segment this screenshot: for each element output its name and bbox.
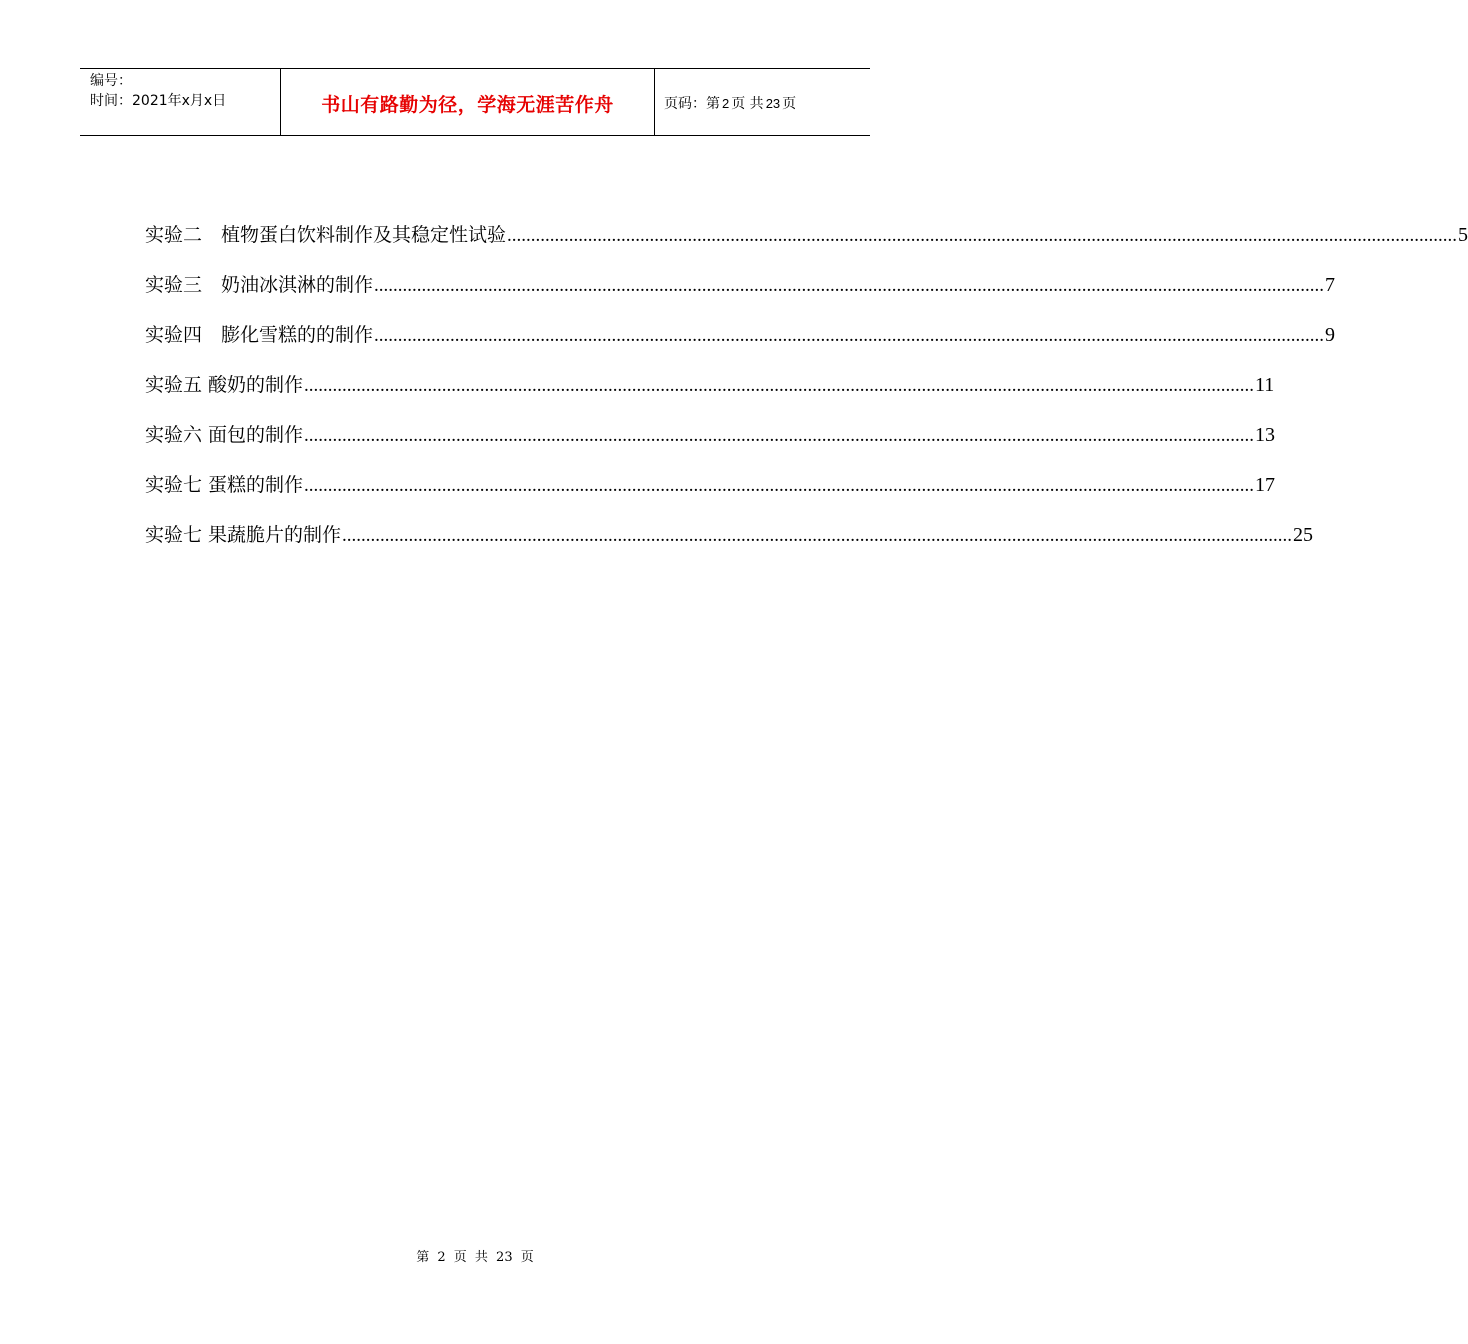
toc-entry-page: 17 [1255, 474, 1276, 496]
document-date-label: 时间：2021年x月x日 [90, 93, 227, 109]
toc-entry[interactable] [145, 218, 1468, 268]
header-info-cell [80, 69, 281, 135]
toc-entry-page: 13 [1255, 424, 1276, 446]
toc-entry-page: 7 [1325, 274, 1336, 296]
table-of-contents [145, 218, 1468, 568]
toc-entry-title: 实验七 果蔬脆片的制作 [145, 524, 342, 546]
toc-entry-title: 实验二 植物蛋白饮料制作及其稳定性试验 [145, 224, 507, 246]
page-current: 2 [722, 95, 730, 111]
toc-entry-page: 11 [1255, 374, 1275, 396]
toc-entry-page: 9 [1325, 324, 1336, 346]
toc-entry-title: 实验三 奶油冰淇淋的制作 [145, 274, 374, 296]
toc-dot-leader: ........................................................................................................................................................................................................ [507, 225, 1458, 246]
toc-dot-leader: ........................................................................................................................................................................................................ [374, 325, 1325, 346]
toc-entry[interactable] [145, 268, 1336, 318]
page-label-prefix: 页码：第 [664, 96, 720, 112]
header-page-cell [655, 69, 870, 135]
toc-dot-leader: ........................................................................................................................................................................................................ [304, 375, 1255, 396]
toc-dot-leader: ........................................................................................................................................................................................................ [304, 425, 1255, 446]
document-number-label: 编号： [90, 73, 132, 89]
toc-dot-leader: ........................................................................................................................................................................................................ [342, 525, 1293, 546]
toc-entry-title: 实验七 蛋糕的制作 [145, 474, 304, 496]
toc-entry-page: 25 [1293, 524, 1314, 546]
toc-entry[interactable] [145, 368, 1275, 418]
toc-entry-title: 实验六 面包的制作 [145, 424, 304, 446]
toc-entry-title: 实验五 酸奶的制作 [145, 374, 304, 396]
toc-entry[interactable] [145, 318, 1336, 368]
page-total: 23 [765, 95, 781, 111]
header-motto-cell [281, 69, 655, 135]
toc-dot-leader: ........................................................................................................................................................................................................ [304, 475, 1255, 496]
header-motto: 书山有路勤为径，学海无涯苦作舟 [321, 93, 614, 116]
page-label-mid: 页 共 [731, 96, 764, 112]
toc-entry-page: 5 [1458, 224, 1468, 246]
toc-entry-title: 实验四 膨化雪糕的的制作 [145, 324, 374, 346]
page-header [80, 68, 870, 136]
toc-dot-leader: ........................................................................................................................................................................................................ [374, 275, 1325, 296]
page-label-suffix: 页 [782, 96, 797, 112]
toc-entry[interactable] [145, 518, 1314, 568]
page-footer: 第 2 页 共 23 页 [416, 1250, 534, 1265]
toc-entry[interactable] [145, 468, 1276, 518]
toc-entry[interactable] [145, 418, 1276, 468]
